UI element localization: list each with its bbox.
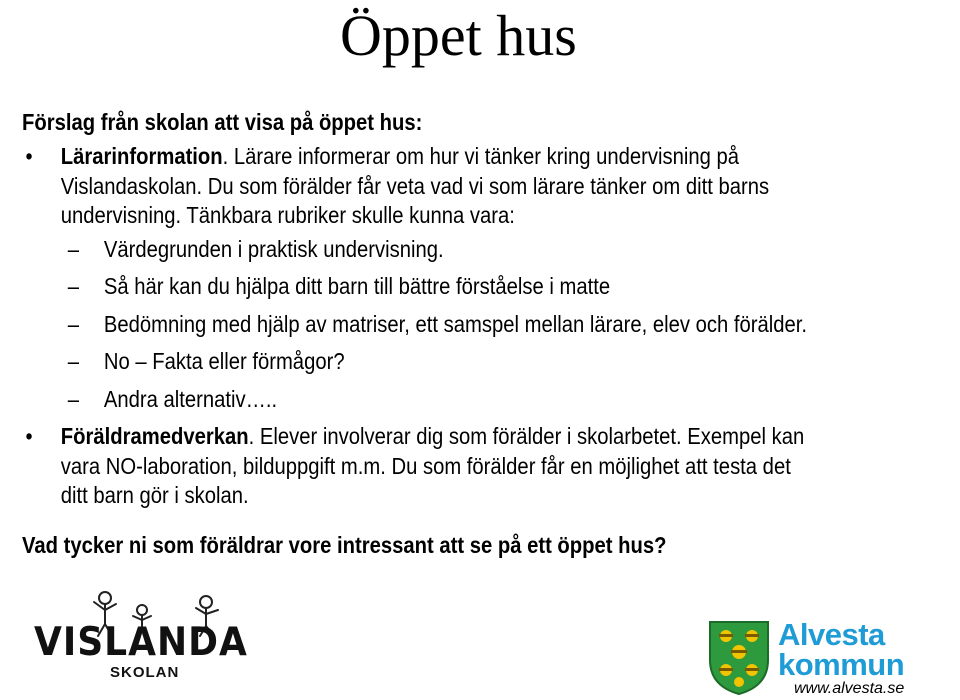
bullet-line [61, 143, 739, 169]
website-url: www.alvesta.se [794, 680, 905, 697]
alvesta-wordmark: Alvesta [778, 617, 885, 652]
dash-mark: – [67, 310, 80, 337]
bullet-teacher-info [22, 142, 911, 231]
bullet-parent-participation [22, 422, 911, 511]
sub-item [22, 385, 911, 415]
sub-item-text: Andra alternativ….. [103, 385, 278, 412]
sub-item [22, 272, 911, 302]
vislanda-wordmark: VISLANDA [34, 619, 248, 666]
kommun-wordmark: kommun [778, 647, 905, 682]
closing-question: Vad tycker ni som föräldrar vore intressant att se på ett öppet hus? [22, 532, 667, 558]
bullet-text: undervisning. Tänkbara rubriker skulle kunna vara: [60, 202, 515, 228]
bullet-dot: • [25, 423, 33, 449]
dash-mark: – [67, 385, 80, 412]
bullet-bold-label: Lärarinformation [60, 143, 223, 169]
skolan-wordmark: SKOLAN [110, 664, 180, 681]
page-title: Öppet hus [340, 3, 577, 68]
sub-item [22, 347, 911, 377]
sub-item-text: No – Fakta eller förmågor? [103, 348, 345, 374]
sub-item [22, 235, 911, 265]
sub-item [22, 310, 911, 340]
bullet-bold-label: Föräldramedverkan [60, 423, 249, 449]
bullet-line [61, 423, 805, 449]
section-heading: Förslag från skolan att visa på öppet hus: [22, 109, 423, 135]
dash-mark: – [67, 235, 80, 262]
municipal-shield-icon [708, 620, 770, 696]
bullet-text: . Elever involverar dig som förälder i skolarbetet. Exempel kan [248, 423, 805, 449]
vislanda-skolan-logo [30, 588, 260, 688]
alvesta-kommun-logo [708, 617, 948, 698]
bullet-text: ditt barn gör i skolan. [60, 482, 249, 508]
dash-mark: – [67, 348, 80, 374]
sub-item-text: Bedömning med hjälp av matriser, ett samspel mellan lärare, elev och förälder. [103, 310, 807, 337]
bullet-text: Vislandaskolan. Du som förälder får veta vad vi som lärare tänker om ditt barns [60, 172, 770, 199]
bullet-text: vara NO-laboration, bilduppgift m.m. Du som förälder får en möjlighet att testa det [60, 452, 791, 479]
bullet-text: . Lärare informerar om hur vi tänker kring undervisning på [222, 143, 740, 169]
sub-item-text: Värdegrunden i praktisk undervisning. [103, 235, 444, 262]
bullet-dot: • [25, 143, 33, 169]
dash-mark: – [67, 273, 80, 299]
sub-item-text: Så här kan du hjälpa ditt barn till bättre förståelse i matte [103, 273, 611, 299]
content-body [22, 142, 911, 515]
